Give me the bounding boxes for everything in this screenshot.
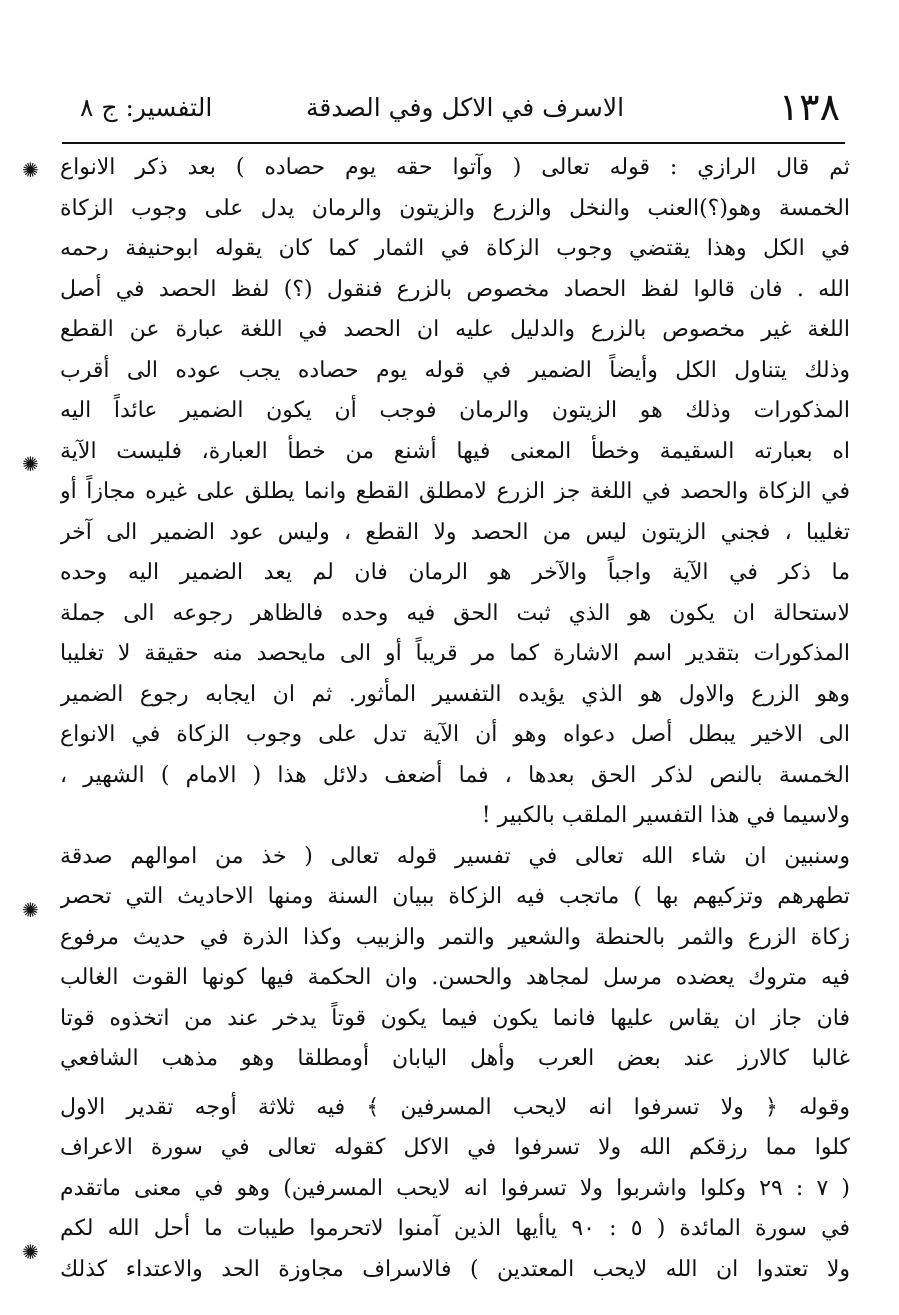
text-line: المذكورات وذلك هو الزيتون والرمان فوجب أن يكون الضمير عائداً اليه bbox=[60, 398, 850, 423]
text-line: ولاسيما في هذا التفسير الملقب بالكبير ! bbox=[481, 803, 850, 828]
margin-star-icon: ✺ bbox=[22, 452, 39, 476]
text-line: الله . فان قالوا لفظ الحصاد مخصوص بالزرع فنقول (؟) لفظ الحصد في أصل bbox=[60, 276, 850, 302]
text-line: ثم قال الرازي : قوله تعالى ( وآتوا حقه يوم حصاده ) بعد ذكر الانواع bbox=[60, 155, 850, 180]
text-line: اه بعبارته السقيمة وخطأ المعنى فيها أشنع من خطأ العبارة، فليست الآية bbox=[60, 438, 850, 464]
text-line: في الزكاة والحصد في اللغة جز الزرع لامطلق القطع وانما يطلق على غيره مجازاً أو bbox=[60, 479, 850, 504]
text-line: وسنبين ان شاء الله تعالى في تفسير قوله تعالى ( خذ من اموالهم صدقة bbox=[60, 843, 850, 869]
text-line: وهو الزرع والاول هو الذي يؤيده التفسير المأثور. ثم ان ايجابه رجوع الضمير bbox=[60, 681, 850, 707]
margin-star-icon: ✺ bbox=[22, 158, 39, 182]
text-line: لاستحالة ان يكون هو الذي ثبت الحق فيه وحده فالظاهر رجوعه الى جملة bbox=[60, 600, 850, 626]
text-line: وذلك يتناول الكل وأيضاً الضمير في قوله يوم حصاده يجب عوده الى أقرب bbox=[60, 357, 850, 383]
margin-star-icon: ✺ bbox=[22, 1240, 39, 1264]
running-title: الاسرف في الاكل وفي الصدقة bbox=[305, 93, 625, 122]
text-line: الخمسة وهو(؟)العنب والنخل والزرع والزيتون والرمان يدل على وجوب الزكاة bbox=[60, 195, 850, 221]
text-line: اللغة غير مخصوص بالزرع والدليل عليه ان الحصد في اللغة عبارة عن القطع bbox=[60, 317, 850, 342]
text-line: الخمسة بالنص لذكر الحق بعدها ، فما أضعف دلائل هذا ( الامام ) الشهير ، bbox=[60, 762, 850, 788]
text-line: ( ٧ : ٢٩ وكلوا واشربوا ولا تسرفوا انه لايحب المسرفين) وهو في معنى ماتقدم bbox=[60, 1175, 850, 1201]
text-line: ولا تعتدوا ان الله لايحب المعتدين ) فالاسراف مجاوزة الحد والاعتداء كذلك bbox=[60, 1256, 850, 1282]
text-line: في سورة المائدة ( ٥ : ٩٠ ياأيها الذين آمنوا لاتحرموا طيبات ما أحل الله لكم bbox=[60, 1216, 850, 1241]
margin-star-icon: ✺ bbox=[22, 898, 39, 922]
text-line: تطهرهم وتزكيهم بها ) ماتجب فيه الزكاة ببيان السنة ومنها الاحاديث التي تحصر bbox=[60, 884, 850, 909]
text-line: تغليبا ، فجني الزيتون ليس من الحصد ولا القطع ، وليس عود الضمير الى آخر bbox=[60, 519, 850, 545]
text-line: المذكورات بتقدير اسم الاشارة كما مر قريباً أو الى مايحصد منه حقيقة لا تغليبا bbox=[60, 641, 850, 666]
book-title: التفسير: ج ٨ bbox=[80, 93, 213, 122]
text-line: فيه متروك يعضده مرسل لمجاهد والحسن. وان الحكمة فيها كونها القوت الغالب bbox=[60, 965, 850, 990]
text-line: وقوله ﴿ ولا تسرفوا انه لايحب المسرفين ﴾ فيه ثلاثة أوجه تقدير الاول bbox=[60, 1094, 850, 1120]
text-line: كلوا مما رزقكم الله ولا تسرفوا في الاكل كقوله تعالى في سورة الاعراف bbox=[60, 1135, 850, 1160]
text-line: في الكل وهذا يقتضي وجوب الزكاة في الثمار كما كان يقوله ابوحنيفة رحمه bbox=[60, 236, 850, 261]
header-rule bbox=[62, 142, 845, 144]
page-header bbox=[60, 86, 860, 136]
text-line: زكاة الزرع والثمر بالحنطة والشعير والتمر والزبيب وكذا الذرة في حديث مرفوع bbox=[60, 924, 850, 950]
text-line: ما ذكر في الآية واجباً والآخر هو الرمان فان لم يعد الضمير اليه وحده bbox=[60, 560, 850, 585]
page-number: ١٣٨ bbox=[778, 85, 840, 129]
text-line: غالبا كالارز عند بعض العرب وأهل اليابان أومطلقا وهو مذهب الشافعي bbox=[60, 1046, 850, 1071]
text-line: الى الاخير يبطل أصل دعواه وهو أن الآية تدل على وجوب الزكاة في الانواع bbox=[60, 722, 850, 747]
text-line: فان جاز ان يقاس عليها فانما يكون فيما يكون قوتاً يدخر عند من اتخذوه قوتا bbox=[60, 1005, 850, 1031]
body-text bbox=[60, 148, 850, 1290]
